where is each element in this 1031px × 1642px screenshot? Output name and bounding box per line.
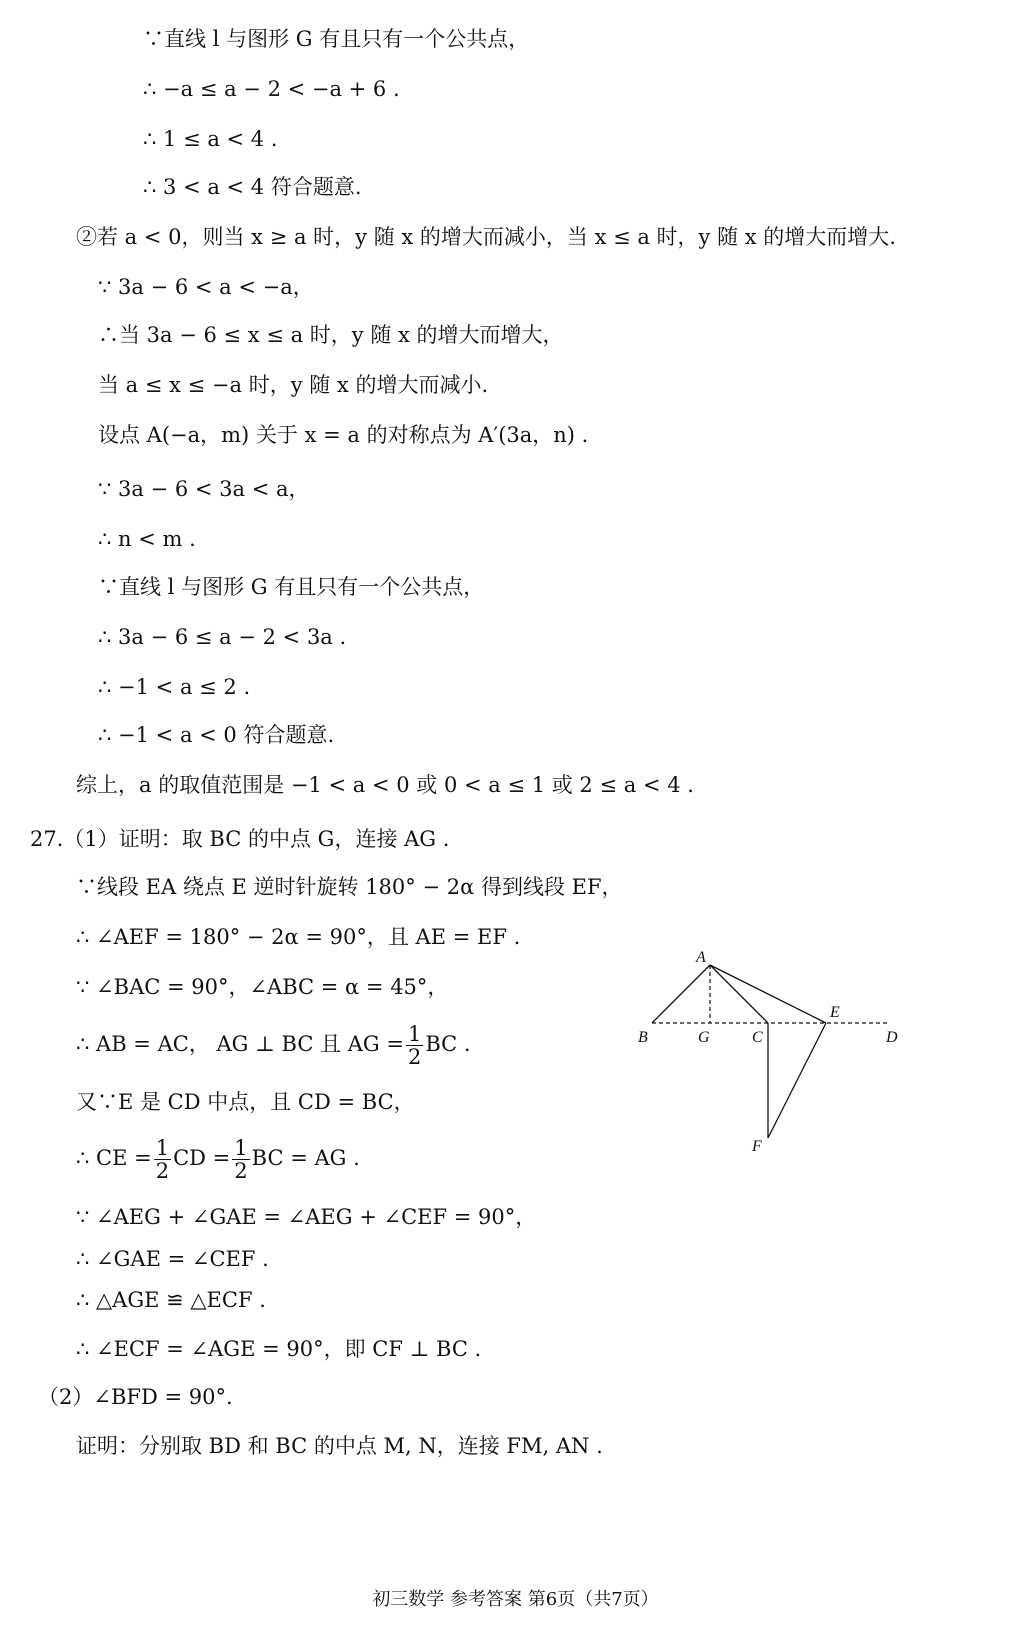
line-27: ∴ ∠ECF = ∠AGE = 90°，即 CF ⊥ BC . [76,1337,482,1361]
line-25: ∴ ∠GAE = ∠CEF . [76,1247,269,1271]
line-23 [76,1136,360,1182]
label-F: F [752,1138,762,1155]
line-19: ∴ ∠AEF = 180° − 2α = 90°，且 AE = EF . [76,925,521,949]
line-12: ∵直线 l 与图形 G 有且只有一个公共点， [98,575,485,599]
page-footer: 初三数学 参考答案 第6页（共7页） [372,1589,659,1610]
line-8: 当 a ≤ x ≤ −a 时，y 随 x 的增大而减小. [98,373,489,397]
line-21 [76,1022,471,1068]
line-14: ∴ −1 < a ≤ 2 . [98,675,251,699]
line-3: ∴ 1 ≤ a < 4 . [143,127,278,151]
line-29: 证明：分别取 BD 和 BC 的中点 M, N，连接 FM, AN . [76,1434,603,1458]
fraction-numerator: 1 [234,1136,248,1160]
fraction-denominator: 2 [234,1159,248,1183]
label-A: A [696,949,706,966]
geometry-figure [620,949,940,1220]
line-28: （2）∠BFD = 90°. [38,1385,233,1409]
fraction-half [406,1023,423,1068]
fraction-denominator: 2 [155,1159,170,1183]
fraction-numerator: 1 [407,1022,422,1046]
line-5: ②若 a < 0，则当 x ≥ a 时，y 随 x 的增大而减小，当 x ≤ a 时，y 随 x 的增大而增大. [76,225,896,249]
segment-AC [710,965,768,1023]
line-15: ∴ −1 < a < 0 符合题意. [98,723,335,747]
line-24: ∵ ∠AEG + ∠GAE = ∠AEG + ∠CEF = 90°， [76,1205,537,1229]
fraction-half-2 [232,1137,249,1182]
line-18: ∵线段 EA 绕点 E 逆时针旋转 180° − 2α 得到线段 EF， [76,875,623,899]
line-13: ∴ 3a − 6 ≤ a − 2 < 3a . [98,625,347,649]
line-11: ∴ n < m . [98,527,196,551]
line-21-tail: BC . [425,1032,471,1056]
line-10: ∵ 3a − 6 < 3a < a， [98,477,310,501]
line-21-text: ∴ AB = AC， AG ⊥ BC 且 AG = [76,1032,404,1056]
line-23-text: ∴ CE = [76,1146,152,1170]
fraction-numerator: 1 [155,1136,170,1160]
line-17: 27.（1）证明：取 BC 的中点 G，连接 AG . [30,827,450,851]
segment-AB [652,965,710,1023]
label-E: E [830,1004,840,1021]
line-22: 又∵E 是 CD 中点，且 CD = BC， [76,1090,415,1114]
label-C: C [752,1029,763,1046]
line-16: 综上，a 的取值范围是 −1 < a < 0 或 0 < a ≤ 1 或 2 ≤ a < 4 . [76,773,694,797]
label-D: D [886,1029,898,1046]
line-7: ∴当 3a − 6 ≤ x ≤ a 时，y 随 x 的增大而增大， [98,323,564,347]
segment-EF [768,1023,826,1138]
segment-AE [710,965,826,1023]
line-4: ∴ 3 < a < 4 符合题意. [143,175,362,199]
label-G: G [698,1029,710,1046]
line-1: ∵直线 l 与图形 G 有且只有一个公共点， [143,27,530,51]
line-2: ∴ −a ≤ a − 2 < −a + 6 . [143,77,400,101]
line-26: ∴ △AGE ≌ △ECF . [76,1288,266,1312]
line-9: 设点 A(−a，m) 关于 x = a 的对称点为 A′(3a，n) . [98,423,589,447]
line-6: ∵ 3a − 6 < a < −a， [98,275,314,299]
line-23-tail: BC = AG . [251,1146,360,1170]
fraction-half-1 [154,1137,171,1182]
label-B: B [638,1029,648,1046]
line-20: ∵ ∠BAC = 90°，∠ABC = α = 45°， [76,975,449,999]
line-23-mid: CD = [173,1146,231,1170]
fraction-denominator: 2 [407,1045,422,1069]
